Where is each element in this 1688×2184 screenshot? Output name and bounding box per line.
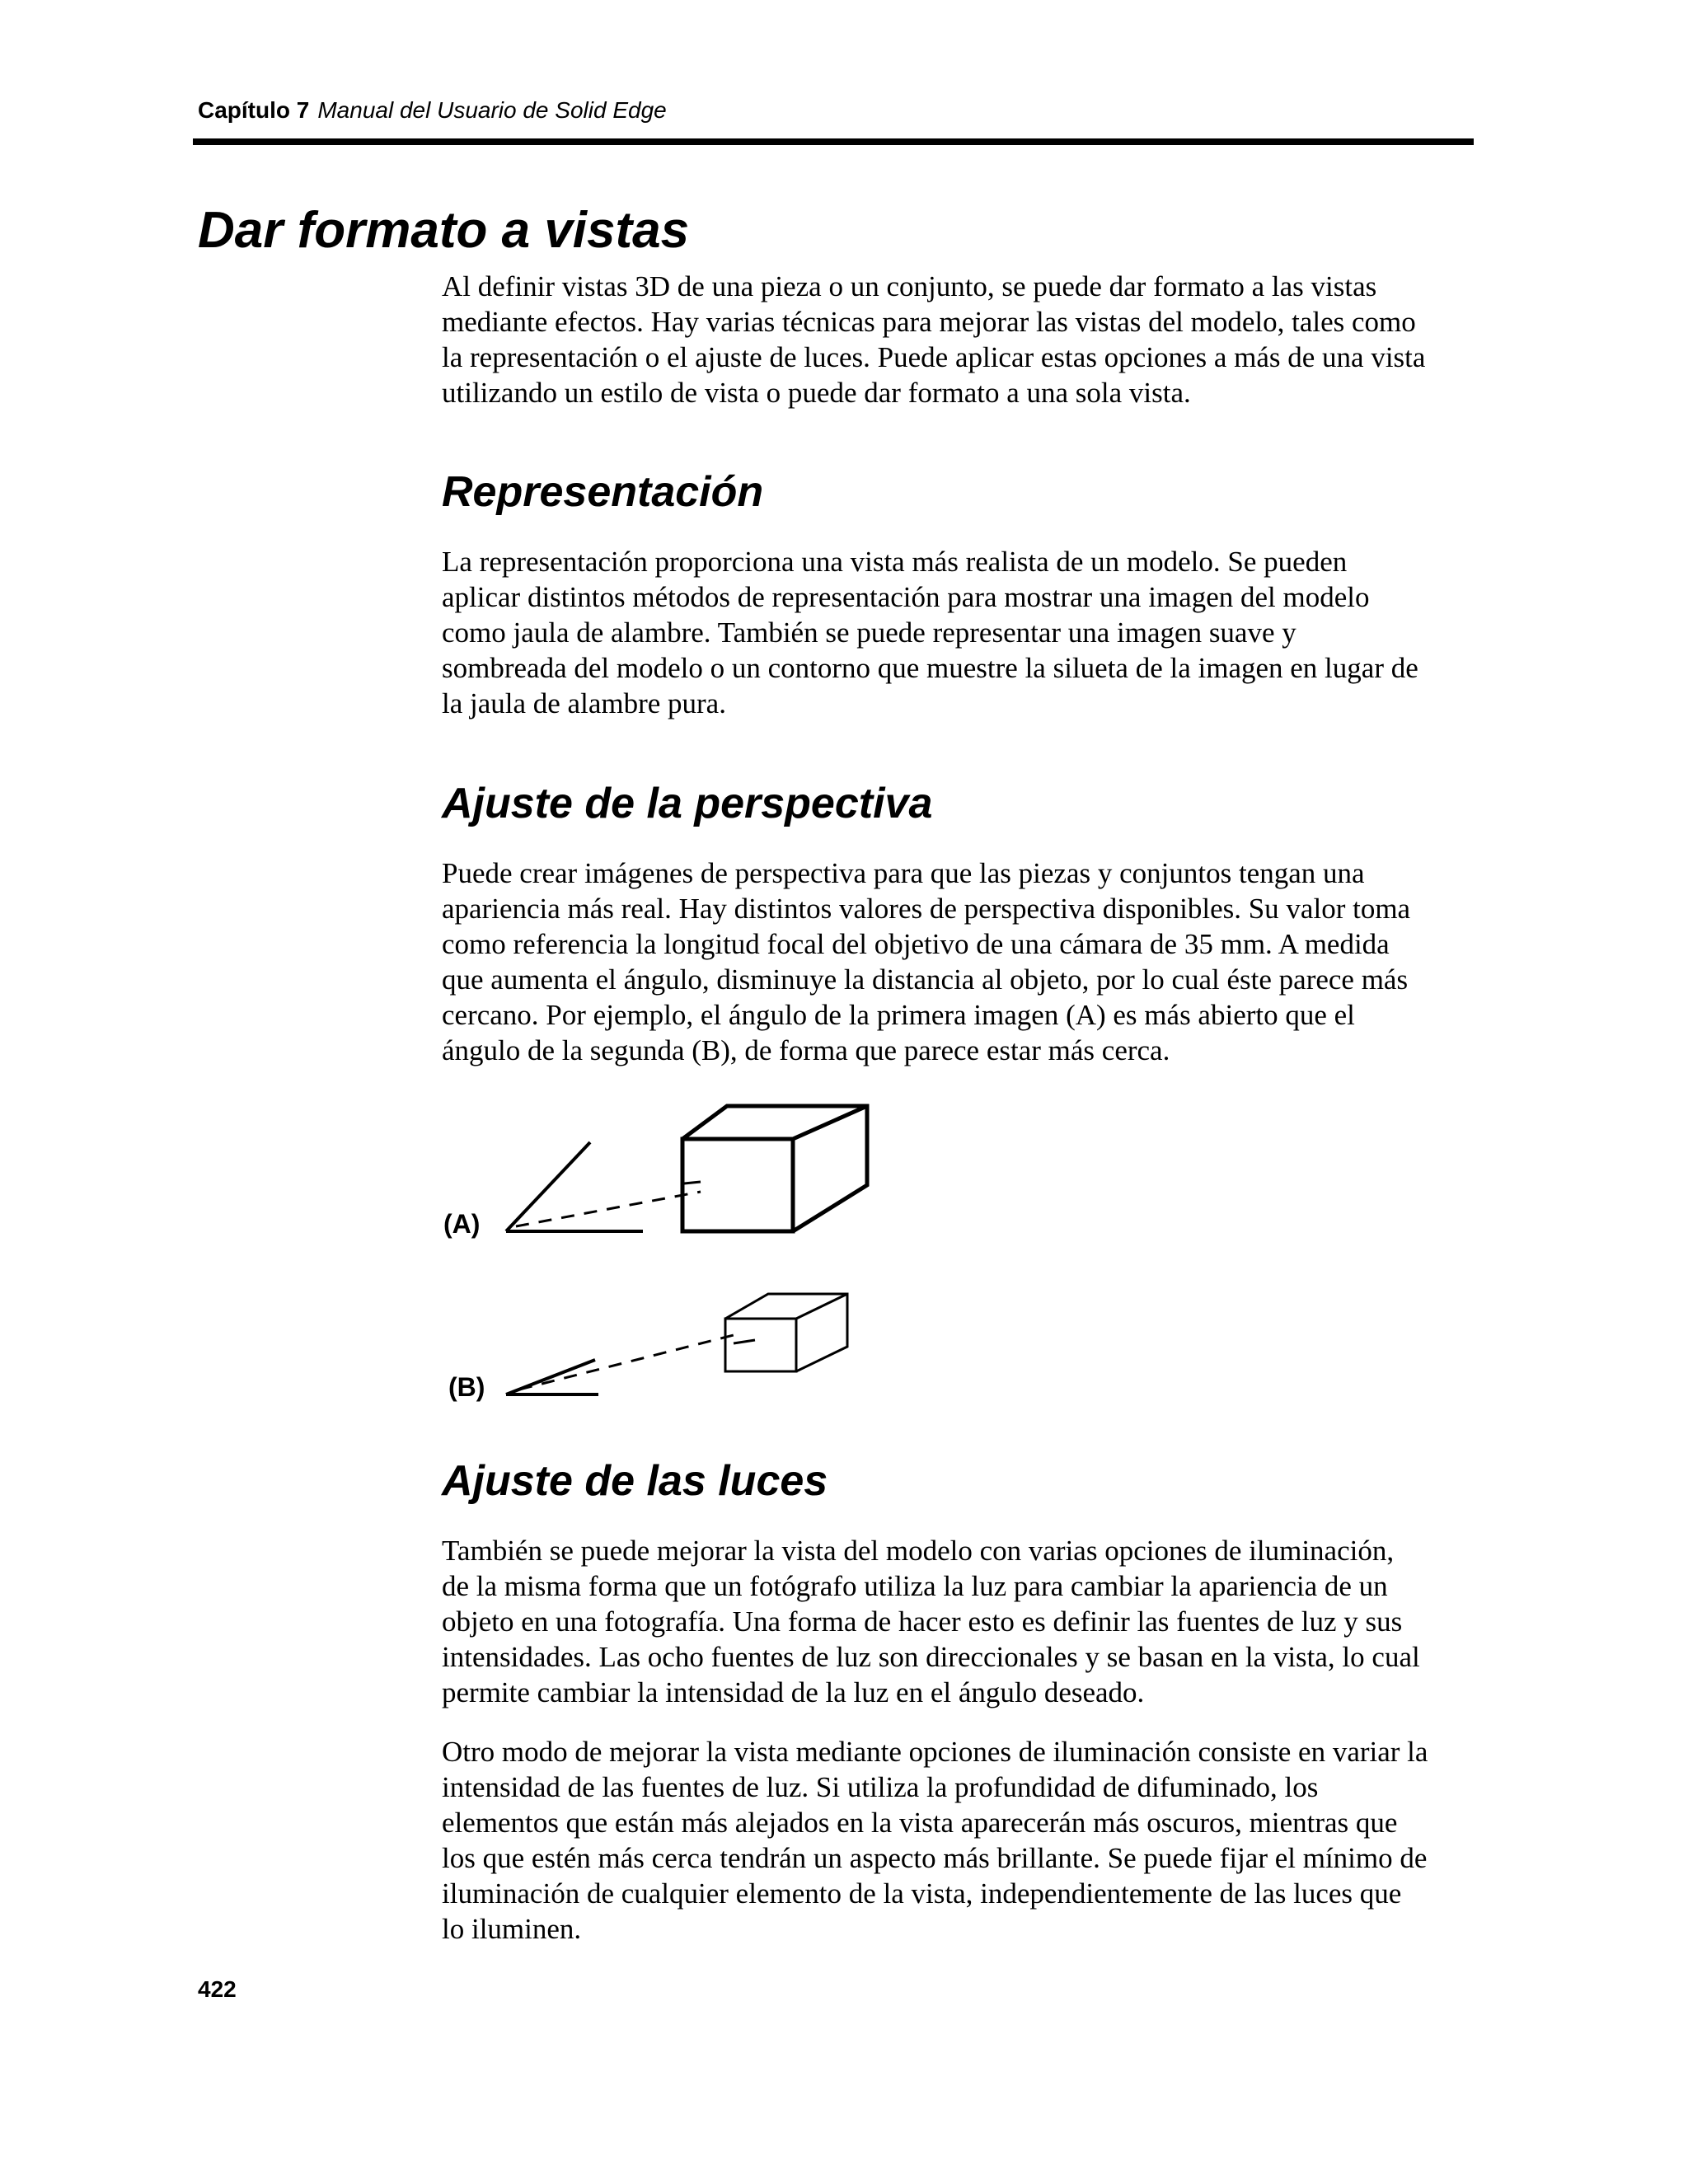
manual-title: Manual del Usuario de Solid Edge bbox=[317, 97, 667, 123]
luces-paragraph-2 bbox=[442, 1734, 1497, 1947]
text-line: La representación proporciona una vista más realista de un modelo. Se pueden bbox=[442, 546, 1348, 578]
text-line: aplicar distintos métodos de representación para mostrar una imagen del modelo bbox=[442, 581, 1370, 613]
text-line: utilizando un estilo de vista o puede dar formato a una sola vista. bbox=[442, 377, 1191, 409]
text-line: Otro modo de mejorar la vista mediante opciones de iluminación consiste en variar la bbox=[442, 1736, 1428, 1768]
text-line: la representación o el ajuste de luces. Puede aplicar estas opciones a más de una vista bbox=[442, 341, 1426, 373]
near-box bbox=[682, 1106, 867, 1231]
section-heading-perspectiva: Ajuste de la perspectiva bbox=[442, 780, 933, 827]
text-line: apariencia más real. Hay distintos valores de perspectiva disponibles. Su valor toma bbox=[442, 893, 1411, 925]
far-box bbox=[725, 1294, 847, 1371]
text-line: objeto en una fotografía. Una forma de hacer esto es definir las fuentes de luz y sus bbox=[442, 1605, 1403, 1638]
section-heading-luces: Ajuste de las luces bbox=[442, 1457, 828, 1505]
text-line: intensidades. Las ocho fuentes de luz son direccionales y se basan en la vista, lo cual bbox=[442, 1641, 1420, 1673]
text-line: que aumenta el ángulo, disminuye la distancia al objeto, por lo cual éste parece más bbox=[442, 963, 1409, 996]
text-line: permite cambiar la intensidad de la luz en el ángulo deseado. bbox=[442, 1676, 1145, 1708]
header-rule bbox=[193, 138, 1474, 145]
text-line: de la misma forma que un fotógrafo utiliza la luz para cambiar la apariencia de un bbox=[442, 1570, 1388, 1602]
text-line: Al definir vistas 3D de una pieza o un conjunto, se puede dar formato a las vistas bbox=[442, 270, 1377, 302]
wide-angle-wedge bbox=[506, 1142, 701, 1231]
text-line: cercano. Por ejemplo, el ángulo de la primera imagen (A) es más abierto que el bbox=[442, 999, 1355, 1031]
text-line: como referencia la longitud focal del objetivo de una cámara de 35 mm. A medida bbox=[442, 928, 1390, 960]
figure-label-b: (B) bbox=[448, 1372, 485, 1402]
figure-label-a: (A) bbox=[443, 1209, 481, 1239]
text-line: elementos que están más alejados en la vista aparecerán más oscuros, mientras que bbox=[442, 1807, 1398, 1839]
text-line: lo iluminen. bbox=[442, 1913, 582, 1945]
narrow-angle-wedge bbox=[506, 1335, 734, 1394]
text-line: intensidad de las fuentes de luz. Si utiliza la profundidad de difuminado, los bbox=[442, 1771, 1319, 1803]
text-line: como jaula de alambre. También se puede representar una imagen suave y bbox=[442, 616, 1296, 649]
perspectiva-paragraph bbox=[442, 855, 1497, 1068]
text-line: Puede crear imágenes de perspectiva para que las piezas y conjuntos tengan una bbox=[442, 857, 1365, 889]
text-line: sombreada del modelo o un contorno que muestre la silueta de la imagen en lugar de bbox=[442, 652, 1418, 684]
section-heading-representacion: Representación bbox=[442, 468, 764, 516]
text-line: los que estén más cerca tendrán un aspecto más brillante. Se puede fijar el mínimo de bbox=[442, 1842, 1428, 1874]
running-header bbox=[198, 96, 667, 125]
text-line: ángulo de la segunda (B), de forma que parece estar más cerca. bbox=[442, 1034, 1170, 1066]
chapter-label: Capítulo 7 bbox=[198, 97, 310, 123]
luces-paragraph-1 bbox=[442, 1533, 1497, 1710]
text-line: mediante efectos. Hay varias técnicas para mejorar las vistas del modelo, tales como bbox=[442, 306, 1416, 338]
page-number: 422 bbox=[198, 1976, 237, 2002]
page-title: Dar formato a vistas bbox=[198, 202, 690, 259]
perspective-figure bbox=[437, 1096, 882, 1418]
intro-paragraph bbox=[442, 269, 1497, 410]
text-line: la jaula de alambre pura. bbox=[442, 687, 726, 719]
representacion-paragraph bbox=[442, 544, 1497, 721]
text-line: iluminación de cualquier elemento de la vista, independientemente de las luces que bbox=[442, 1877, 1402, 1910]
text-line: También se puede mejorar la vista del modelo con varias opciones de iluminación, bbox=[442, 1535, 1395, 1567]
